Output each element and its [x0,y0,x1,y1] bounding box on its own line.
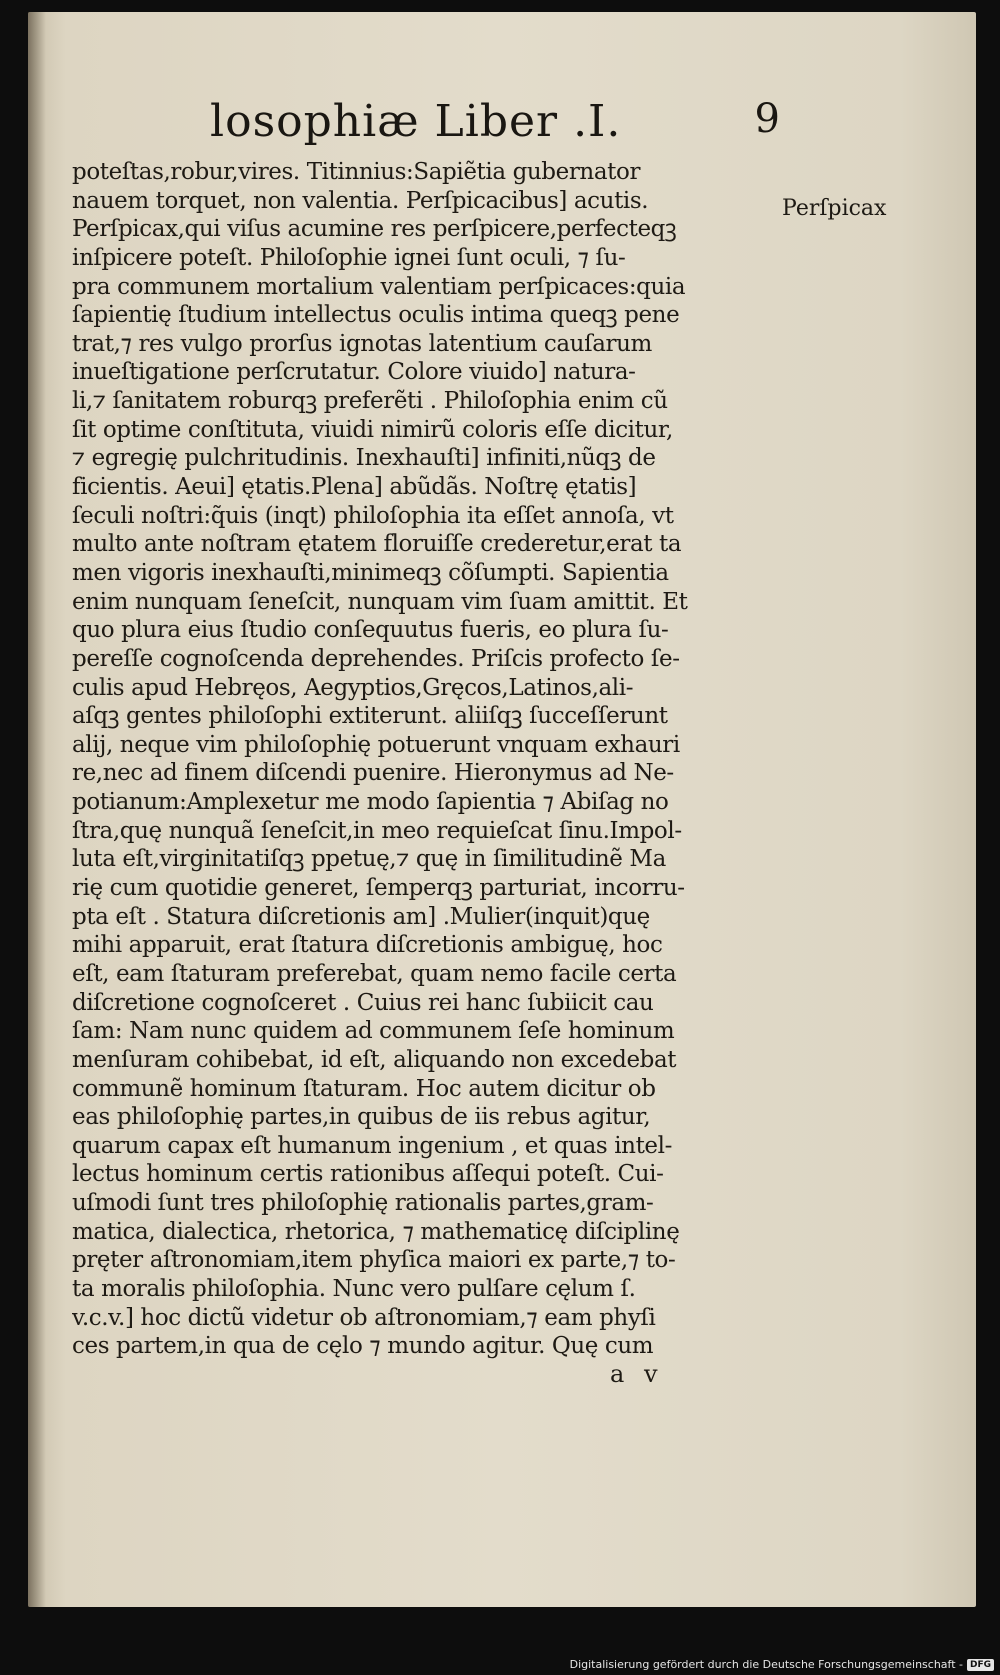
text-line: rię cum quotidie generet, ſemperqꝫ parturiat, incorru- [72,875,685,902]
text-line: luta eſt,virginitatiſqꝫ ppetuę,⁊ quę in ſimilitudinẽ Ma [72,846,666,873]
text-line: re,nec ad finem diſcendi puenire. Hieronymus ad Ne- [72,760,674,787]
text-line: eſt, eam ſtaturam preferebat, quam nemo facile certa [72,960,677,987]
text-line: enim nunquam ſeneſcit, nunquam vim ſuam amittit. Et [72,588,688,615]
text-line: nauem torquet, non valentia. Perſpicacibus] acutis. [72,187,649,214]
credit-text: Digitalisierung gefördert durch die Deutsche Forschungsgemeinschaft - [569,1658,963,1671]
page-header [210,96,780,156]
text-line: uſmodi ſunt tres philoſophię rationalis partes,gram- [72,1190,654,1217]
text-line: ſam: Nam nunc quidem ad communem ſeſe hominum [72,1018,675,1045]
text-line: pra communem mortalium valentiam perſpicaces:quia [72,273,686,300]
text-line: ſeculi noſtri:q̃uis (inqt) philoſophia ita eſſet annoſa, vt [72,502,674,529]
text-line: matica, dialectica, rhetorica, ⁊ mathematicę diſciplinę [72,1218,680,1245]
text-line: communẽ hominum ſtaturam. Hoc autem dicitur ob [72,1075,656,1102]
text-line: ⁊ egregię pulchritudinis. Inexhauſti] infiniti,nũqꝫ de [72,445,656,472]
page-number: 9 [754,96,780,142]
text-line: trat,⁊ res vulgo prorſus ignotas latentium cauſarum [72,330,652,357]
text-line: culis apud Hebręos, Aegyptios,Gręcos,Latinos,ali- [72,674,634,701]
text-line: ta moralis philoſophia. Nunc vero pulſare cęlum ſ. [72,1275,636,1302]
text-line: quarum capax eſt humanum ingenium , et quas intel- [72,1132,672,1159]
digitization-credit [570,1658,994,1671]
text-line: mihi apparuit, erat ſtatura diſcretionis ambiguę, hoc [72,932,663,959]
text-line: diſcretione cognoſceret . Cuius rei hanc ſubiicit cau [72,989,654,1016]
text-line: ſtra,quę nunquã ſeneſcit,in meo requieſcat ſinu.Impol- [72,817,682,844]
text-line: aſqꝫ gentes philoſophi extiterunt. aliiſqꝫ ſucceſſerunt [72,703,668,730]
text-line: eas philoſophię partes,in quibus de iis rebus agitur, [72,1104,651,1131]
marginal-note: Perſpicax [782,196,887,221]
text-line: quo plura eius ſtudio conſequutus fueris, eo plura ſu- [72,617,669,644]
text-line: pręter aſtronomiam,item phyſica maiori ex parte,⁊ to- [72,1247,676,1274]
text-line: menſuram cohibebat, id eſt, aliquando non excedebat [72,1046,677,1073]
text-line: men vigoris inexhauſti,minimeqꝫ cõſumpti. Sapientia [72,559,669,586]
text-line: potianum:Amplexetur me modo ſapientia ⁊ Abiſag no [72,789,669,816]
text-line: ficientis. Aeui] ętatis.Plena] abũdãs. Noſtrę ętatis] [72,474,637,501]
text-line: ces partem,in qua de cęlo ⁊ mundo agitur. Quę cum [72,1333,654,1360]
text-line: li,⁊ ſanitatem roburqꝫ preferẽti . Philoſophia enim cũ [72,388,668,415]
text-line: multo ante noſtram ętatem floruiſſe crederetur,erat ta [72,531,682,558]
text-line: pereſſe cognoſcenda deprehendes. Priſcis profecto ſe- [72,645,680,672]
text-line: ſapientię ſtudium intellectus oculis intima queqꝫ pene [72,302,680,329]
text-line: lectus hominum certis rationibus aſſequi poteſt. Cui- [72,1161,664,1188]
text-line: alij, neque vim philoſophię potuerunt vnquam exhauri [72,731,680,758]
text-line: pta eſt . Statura diſcretionis am] .Mulier(inquit)quę [72,903,650,930]
page-gutter-shadow [28,12,46,1607]
text-line: v.c.v.] hoc dictũ videtur ob aſtronomiam,⁊ eam phyſi [72,1304,656,1331]
text-line: Perſpicax,qui viſus acumine res perſpicere,perfecteqꝫ [72,216,677,243]
text-line: poteſtas,robur,vires. Titinnius:Sapiẽtia gubernator [72,159,641,185]
text-line: inueſtigatione perſcrutatur. Colore viuido] natura- [72,359,636,386]
body-text [72,158,772,1361]
text-line: ſit optime conſtituta, viuidi nimirũ coloris eſſe dicitur, [72,416,673,443]
text-line: inſpicere poteſt. Philoſophie ignei ſunt oculi, ⁊ ſu- [72,244,626,271]
running-head: losophiæ Liber .I. [210,96,622,147]
dfg-logo: DFG [967,1659,994,1671]
signature-mark: a v [610,1360,664,1388]
